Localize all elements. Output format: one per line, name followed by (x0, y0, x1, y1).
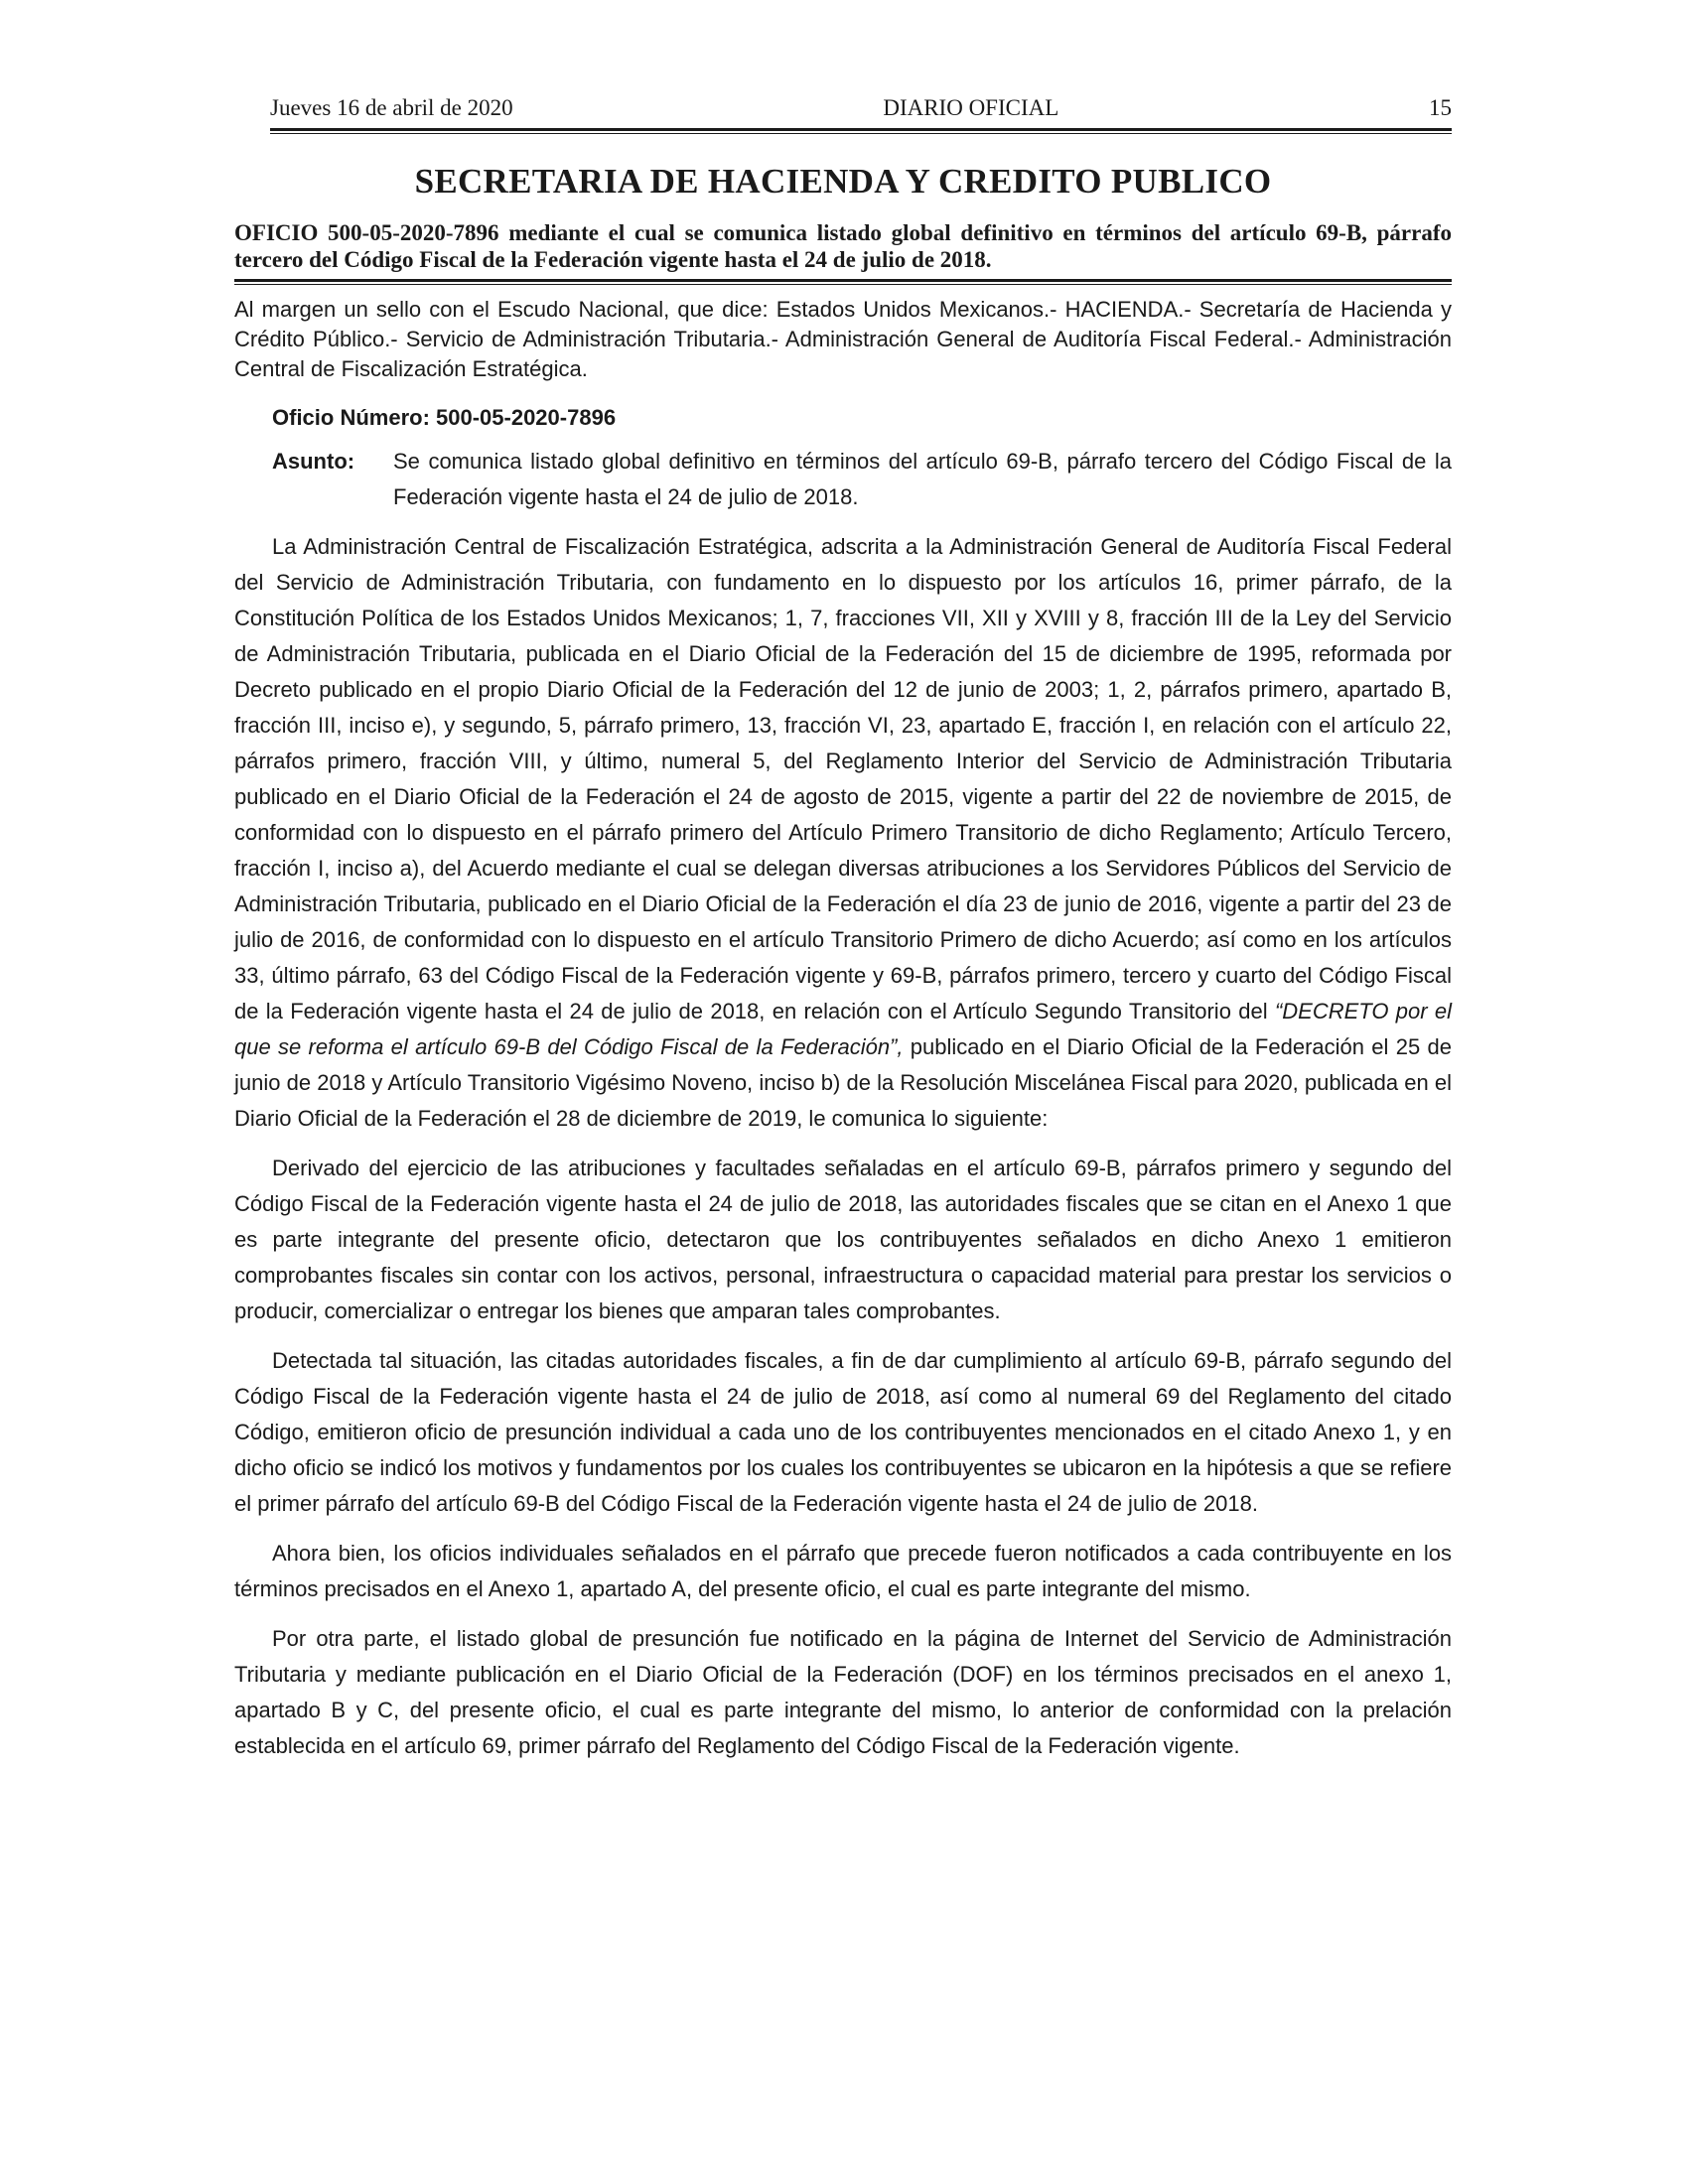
oficio-numero: Oficio Número: 500-05-2020-7896 (272, 405, 617, 430)
header-publication: DIARIO OFICIAL (883, 95, 1059, 120)
header-rule (270, 128, 1452, 134)
margin-note: Al margen un sello con el Escudo Nacional, que dice: Estados Unidos Mexicanos.- HACIENDA.- Secretaría de Hacienda y Crédito Público.- Servicio de Administración Tributaria.- Administración General de Auditoría Fiscal Federal.- Administración Central de Fiscalización Estratégica. (234, 297, 1452, 381)
body-text (234, 529, 1452, 1764)
decreto-title-italic: “DECRETO por el que se reforma el artículo 69-B del Código Fiscal de la Federación”, (234, 999, 1452, 1059)
section-title: SECRETARIA DE HACIENDA Y CREDITO PUBLICO (414, 162, 1272, 201)
oficio-heading: OFICIO 500-05-2020-7896 mediante el cual se comunica listado global definitivo en términos del artículo 69-B, párrafo tercero del Código Fiscal de la Federación vigente hasta el 24 de julio de 2018. (234, 220, 1452, 272)
body-paragraph-5: Por otra parte, el listado global de presunción fue notificado en la página de Internet del Servicio de Administración Tributaria y mediante publicación en el Diario Oficial de la Federación (DOF) en los términos precisados en el anexo 1, apartado B y C, del presente oficio, el cual es parte integrante del mismo, lo anterior de conformidad con la prelación establecida en el artículo 69, primer párrafo del Reglamento del Código Fiscal de la Federación vigente. (234, 1626, 1452, 1758)
body-paragraph-1 (234, 529, 1452, 1137)
body-paragraph-1-part-b: publicado en el Diario Oficial de la Federación el 25 de junio de 2018 y Artículo Transitorio Vigésimo Noveno, inciso b) de la Resolución Miscelánea Fiscal para 2020, publicada en el Diario Oficial de la Federación el 28 de diciembre de 2019, le comunica lo siguiente: (234, 1034, 1452, 1131)
header-date: Jueves 16 de abril de 2020 (270, 95, 513, 120)
body-paragraph-1-part-a: La Administración Central de Fiscalización Estratégica, adscrita a la Administración General de Auditoría Fiscal Federal del Servicio de Administración Tributaria, con fundamento en lo dispuesto por los artículos 16, primer párrafo, de la Constitución Política de los Estados Unidos Mexicanos; 1, 7, fracciones VII, XII y XVIII y 8, fracción III de la Ley del Servicio de Administración Tributaria, publicada en el Diario Oficial de la Federación del 15 de diciembre de 1995, reformada por Decreto publicado en el propio Diario Oficial de la Federación del 12 de junio de 2003; 1, 2, párrafos primero, apartado B, fracción III, inciso e), y segundo, 5, párrafo primero, 13, fracción VI, 23, apartado E, fracción I, en relación con el artículo 22, párrafos primero, fracción VIII, y último, numeral 5, del Reglamento Interior del Servicio de Administración Tributaria publicado en el Diario Oficial de la Federación el 24 de agosto de 2015, vigente a partir del 22 de noviembre de 2015, de conformidad con lo dispuesto en el párrafo primero del Artículo Primero Transitorio de dicho Reglamento; Artículo Tercero, fracción I, inciso a), del Acuerdo mediante el cual se delegan diversas atribuciones a los Servidores Públicos del Servicio de Administración Tributaria, publicado en el Diario Oficial de la Federación el día 23 de junio de 2016, vigente a partir del 23 de julio de 2016, de conformidad con lo dispuesto en el artículo Transitorio Primero de dicho Acuerdo; así como en los artículos 33, último párrafo, 63 del Código Fiscal de la Federación vigente y 69-B, párrafos primero, tercero y cuarto del Código Fiscal de la Federación vigente hasta el 24 de julio de 2018, en relación con el Artículo Segundo Transitorio del (234, 534, 1452, 1024)
asunto-text: Se comunica listado global definitivo en términos del artículo 69-B, párrafo tercero del Código Fiscal de la Federación vigente hasta el 24 de julio de 2018. (393, 449, 1452, 509)
body-paragraph-4: Ahora bien, los oficios individuales señalados en el párrafo que precede fueron notificados a cada contribuyente en los términos precisados en el Anexo 1, apartado A, del presente oficio, el cual es parte integrante del mismo. (234, 1541, 1452, 1601)
asunto-block (272, 444, 1452, 515)
running-header (270, 94, 1452, 128)
body-paragraph-2: Derivado del ejercicio de las atribuciones y facultades señaladas en el artículo 69-B, párrafos primero y segundo del Código Fiscal de la Federación vigente hasta el 24 de julio de 2018, las autoridades fiscales que se citan en el Anexo 1 que es parte integrante del presente oficio, detectaron que los contribuyentes señalados en dicho Anexo 1 emitieron comprobantes fiscales sin contar con los activos, personal, infraestructura o capacidad material para prestar los servicios o producir, comercializar o entregar los bienes que amparan tales comprobantes. (234, 1156, 1452, 1323)
body-paragraph-3: Detectada tal situación, las citadas autoridades fiscales, a fin de dar cumplimiento al artículo 69-B, párrafo segundo del Código Fiscal de la Federación vigente hasta el 24 de julio de 2018, así como al numeral 69 del Reglamento del citado Código, emitieron oficio de presunción individual a cada uno de los contribuyentes mencionados en el citado Anexo 1, y en dicho oficio se indicó los motivos y fundamentos por los cuales los contribuyentes se ubicaron en la hipótesis a que se refiere el primer párrafo del artículo 69-B del Código Fiscal de la Federación vigente hasta el 24 de julio de 2018. (234, 1348, 1452, 1516)
document-page (234, 94, 1452, 1778)
asunto-label: Asunto: (272, 449, 355, 474)
header-page-number: 15 (1428, 95, 1452, 120)
heading-rule (234, 279, 1452, 285)
